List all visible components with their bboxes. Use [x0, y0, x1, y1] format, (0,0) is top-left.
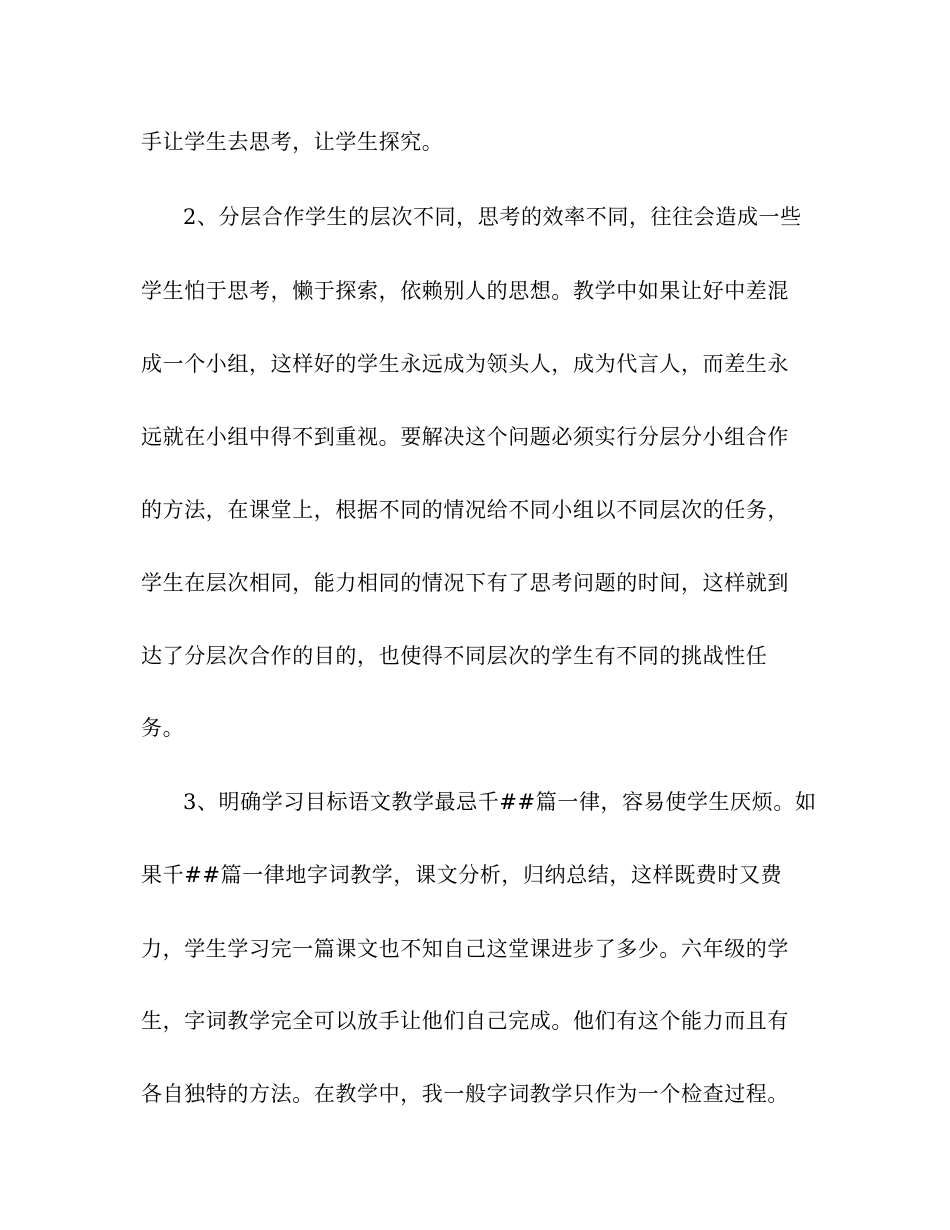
text-line: 生，字词教学完全可以放手让他们自己完成。他们有这个能力而且有	[141, 1009, 789, 1033]
text-line: 达了分层次合作的目的，也使得不同层次的学生有不同的挑战性任	[141, 644, 768, 668]
text-line: 远就在小组中得不到重视。要解决这个问题必须实行分层分小组合作	[141, 425, 789, 449]
text-line: 力，学生学习完一篇课文也不知自己这堂课进步了多少。六年级的学	[141, 937, 789, 961]
text-line: 务。	[141, 716, 185, 740]
text-line: 各自独特的方法。在教学中，我一般字词教学只作为一个检查过程。	[141, 1082, 789, 1106]
text-line: 手让学生去思考，让学生探究。	[141, 130, 444, 154]
paragraph-2-start: 2、分层合作学生的层次不同，思考的效率不同，往往会造成一些	[183, 205, 802, 229]
text-line: 成一个小组，这样好的学生永远成为领头人，成为代言人，而差生永	[141, 352, 789, 376]
text-line: 果千##篇一律地字词教学，课文分析，归纳总结，这样既费时又费	[141, 863, 783, 887]
text-line: 学生在层次相同，能力相同的情况下有了思考问题的时间，这样就到	[141, 571, 789, 595]
text-line: 的方法，在课堂上，根据不同的情况给不同小组以不同层次的任务，	[141, 498, 789, 522]
text-line: 学生怕于思考，懒于探索，依赖别人的思想。教学中如果让好中差混	[141, 279, 789, 303]
paragraph-3-start: 3、明确学习目标语文教学最忌千##篇一律，容易使学生厌烦。如	[183, 790, 817, 814]
